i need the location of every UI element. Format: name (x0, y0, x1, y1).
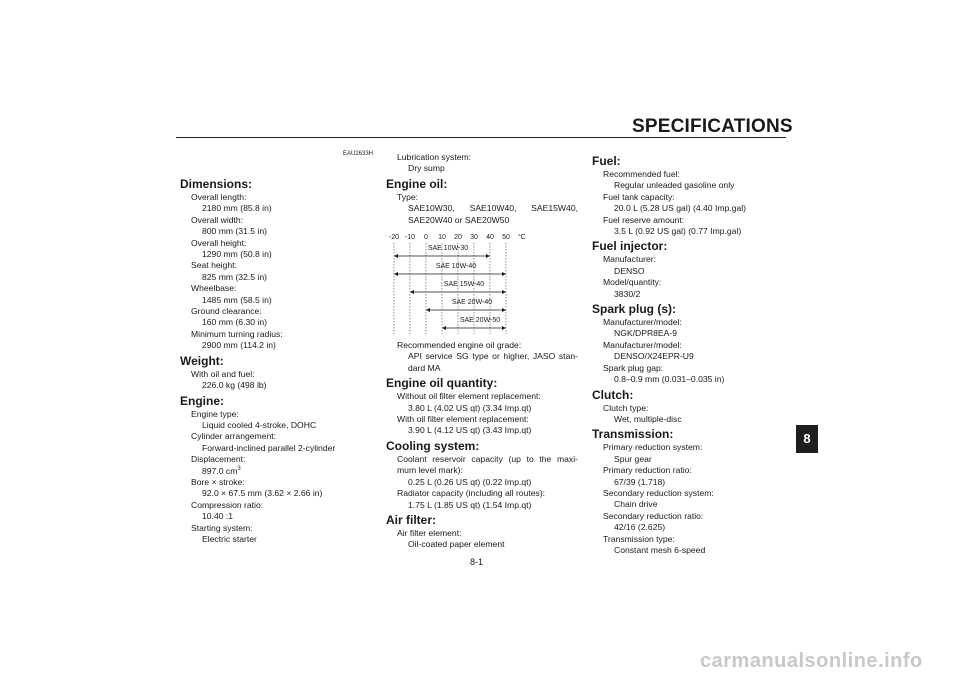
page-number: 8-1 (470, 557, 484, 567)
wheelbase-label: Wheelbase: (191, 283, 237, 294)
oil-grade-label: SAE 10W-40 (435, 263, 477, 271)
range-arrow-right-icon (486, 254, 490, 258)
column-middle (386, 152, 578, 551)
section-code: EAU2633H (343, 151, 374, 157)
starting-system-label: Starting system: (191, 522, 253, 533)
title-rule (176, 137, 786, 138)
clutch-heading: Clutch: (592, 387, 634, 402)
seat-height-value: 825 mm (32.5 in) (202, 271, 267, 282)
oil-without-filter-value: 3.80 L (4.02 US qt) (3.34 Imp.qt) (408, 402, 532, 413)
engine-type-label: Engine type: (191, 408, 239, 419)
page-title: SPECIFICATIONS (632, 116, 793, 137)
temp-label: 50 (502, 234, 510, 242)
column-right (592, 152, 792, 556)
recommended-fuel-value: Regular unleaded gasoline only (614, 180, 735, 191)
column-left (180, 175, 380, 545)
oil-type-line-2: SAE20W40 or SAE20W50 (408, 214, 510, 225)
dimensions-heading: Dimensions: (180, 177, 253, 191)
displacement-value (180, 466, 380, 477)
spark-plug-label-1: Manufacturer/model: (603, 317, 682, 328)
overall-height-label: Overall height: (191, 237, 247, 248)
ground-clearance-value: 160 mm (6.30 in) (202, 317, 267, 328)
oil-type-line-1: SAE10W30, SAE10W40, SAE15W40, (408, 203, 578, 214)
oil-quantity-heading: Engine oil quantity: (386, 376, 498, 391)
coolant-reservoir-line-1: Coolant reservoir capacity (up to the maxi- (397, 453, 578, 464)
ground-clearance-label: Ground clearance: (191, 306, 262, 317)
weight-label: With oil and fuel: (191, 368, 255, 379)
oil-type-label: Type: (397, 191, 419, 202)
injector-model-label: Model/quantity: (603, 277, 662, 288)
overall-width-value: 800 mm (31.5 in) (202, 226, 267, 237)
range-arrow-right-icon (502, 326, 506, 330)
turning-radius-value: 2900 mm (114.2 in) (202, 340, 276, 351)
spark-plug-label-2: Manufacturer/model: (603, 339, 682, 350)
oil-grade-label: SAE 20W-50 (459, 317, 501, 325)
engine-type-value: Liquid cooled 4-stroke, DOHC (202, 419, 317, 430)
turning-radius-label: Minimum turning radius: (191, 328, 283, 339)
range-arrow-left-icon (410, 290, 414, 294)
bore-stroke-label: Bore × stroke: (191, 476, 245, 487)
transmission-type-label: Transmission type: (603, 533, 675, 544)
injector-manufacturer-label: Manufacturer: (603, 254, 657, 265)
overall-length-label: Overall length: (191, 192, 247, 202)
fuel-heading: Fuel: (592, 154, 621, 168)
weight-value: 226.0 kg (498 lb) (202, 380, 267, 391)
engine-oil-heading: Engine oil: (386, 176, 448, 191)
oil-grade-line-1: API service SG type or higher, JASO stan- (408, 351, 578, 362)
coolant-reservoir-line-2: mum level mark): (397, 465, 463, 476)
weight-heading: Weight: (180, 353, 224, 368)
range-arrow-left-icon (442, 326, 446, 330)
fuel-reserve-label: Fuel reserve amount: (603, 214, 685, 225)
fuel-tank-value: 20.0 L (5.28 US gal) (4.40 Imp.gal) (614, 203, 746, 214)
fuel-tank-label: Fuel tank capacity: (603, 191, 675, 202)
range-arrow-right-icon (502, 272, 506, 276)
oil-grade-label: Recommended engine oil grade: (397, 340, 522, 351)
injector-model-value: 3830/2 (614, 288, 641, 299)
primary-system-value: Spur gear (614, 453, 652, 464)
primary-ratio-label: Primary reduction ratio: (603, 465, 692, 476)
fuel-injector-heading: Fuel injector: (592, 239, 668, 254)
injector-manufacturer-value: DENSO (614, 265, 645, 276)
secondary-ratio-value: 42/16 (2.625) (614, 522, 666, 533)
air-filter-value: Oil-coated paper element (408, 539, 505, 550)
oil-grade-label: SAE 20W-40 (451, 299, 493, 307)
clutch-type-value: Wet, multiple-disc (614, 413, 682, 424)
bore-stroke-value: 92.0 × 67.5 mm (3.62 × 2.66 in) (202, 488, 323, 499)
temp-label: 30 (470, 234, 478, 242)
spark-plug-gap-label: Spark plug gap: (603, 362, 664, 373)
clutch-type-label: Clutch type: (603, 402, 649, 413)
compression-label: Compression ratio: (191, 499, 264, 510)
range-arrow-left-icon (394, 254, 398, 258)
spark-plug-heading: Spark plug (s): (592, 302, 677, 317)
temp-unit-label: °C (518, 234, 526, 242)
radiator-capacity-label: Radiator capacity (including all routes): (397, 488, 546, 499)
watermark: carmanualsonline.info (700, 650, 923, 672)
oil-grade-label: SAE 10W-30 (427, 245, 469, 253)
range-arrow-right-icon (502, 308, 506, 312)
displacement-superscript: 3 (237, 465, 241, 472)
cylinder-value: Forward-inclined parallel 2-cylinder (202, 442, 336, 453)
seat-height-label: Seat height: (191, 260, 237, 271)
oil-with-filter-label: With oil filter element replacement: (397, 414, 529, 425)
oil-without-filter-label: Without oil filter element replacement: (397, 391, 541, 402)
overall-length-value: 2180 mm (85.8 in) (202, 203, 272, 214)
overall-height-value: 1290 mm (50.8 in) (202, 249, 272, 260)
temp-label: 10 (438, 234, 446, 242)
oil-grade-label: SAE 15W-40 (443, 281, 485, 289)
air-filter-label: Air filter element: (397, 527, 462, 538)
spark-plug-gap-value: 0.8–0.9 mm (0.031–0.035 in) (614, 374, 725, 385)
range-arrow-left-icon (394, 272, 398, 276)
overall-width-label: Overall width: (191, 214, 244, 225)
chapter-tab: 8 (796, 425, 818, 453)
lubrication-label: Lubrication system: (397, 152, 472, 162)
secondary-ratio-label: Secondary reduction ratio: (603, 510, 704, 521)
displacement-number: 897.0 cm (202, 465, 238, 476)
recommended-fuel-label: Recommended fuel: (603, 169, 680, 179)
spark-plug-value-1: NGK/DPR8EA-9 (614, 328, 678, 339)
oil-viscosity-chart (386, 230, 578, 338)
temp-label: 0 (424, 234, 428, 242)
cooling-heading: Cooling system: (386, 438, 480, 453)
spark-plug-value-2: DENSO/X24EPR-U9 (614, 351, 694, 362)
transmission-heading: Transmission: (592, 427, 674, 442)
engine-heading: Engine: (180, 393, 224, 408)
oil-with-filter-value: 3.90 L (4.12 US qt) (3.43 Imp.qt) (408, 425, 532, 436)
secondary-system-label: Secondary reduction system: (603, 487, 714, 498)
fuel-reserve-value: 3.5 L (0.92 US gal) (0.77 Imp.gal) (614, 226, 742, 237)
temp-label: 40 (486, 234, 494, 242)
cylinder-label: Cylinder arrangement: (191, 431, 277, 442)
range-arrow-left-icon (426, 308, 430, 312)
displacement-label: Displacement: (191, 454, 246, 465)
range-arrow-right-icon (502, 290, 506, 294)
temp-label: -10 (404, 234, 416, 242)
primary-ratio-value: 67/39 (1.718) (614, 476, 666, 487)
primary-system-label: Primary reduction system: (603, 442, 703, 453)
temp-label: 20 (454, 234, 462, 242)
wheelbase-value: 1485 mm (58.5 in) (202, 294, 272, 305)
air-filter-heading: Air filter: (386, 512, 437, 527)
compression-value: 10.40 :1 (202, 511, 234, 522)
coolant-reservoir-value: 0.25 L (0.26 US qt) (0.22 Imp.qt) (408, 476, 532, 487)
radiator-capacity-value: 1.75 L (1.85 US qt) (1.54 Imp.qt) (408, 499, 532, 510)
temp-label: -20 (388, 234, 400, 242)
lubrication-value: Dry sump (408, 163, 445, 174)
starting-system-value: Electric starter (202, 533, 257, 544)
transmission-type-value: Constant mesh 6-speed (614, 544, 706, 555)
secondary-system-value: Chain drive (614, 499, 658, 510)
oil-grade-line-2: dard MA (408, 362, 441, 373)
